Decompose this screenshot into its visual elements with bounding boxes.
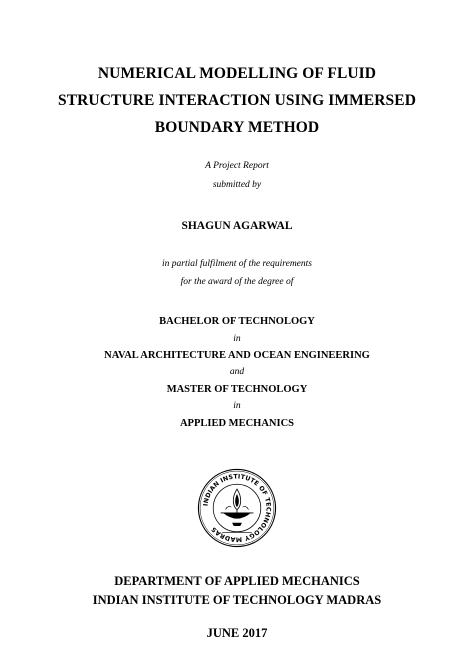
title-line-1: NUMERICAL MODELLING OF FLUID: [97, 65, 377, 82]
degree-2-in: in: [233, 401, 241, 411]
degree-and: and: [229, 367, 245, 377]
iit-madras-seal-logo: [196, 467, 278, 549]
institute: INDIAN INSTITUTE OF TECHNOLOGY MADRAS: [92, 593, 382, 607]
report-type: A Project Report: [205, 161, 269, 171]
field-1: NAVAL ARCHITECTURE AND OCEAN ENGINEERING: [104, 350, 370, 361]
submission-date: JUNE 2017: [206, 626, 268, 640]
author-name: SHAGUN AGARWAL: [181, 220, 293, 232]
fulfilment-line-2: for the award of the degree of: [180, 277, 294, 287]
fulfilment-line-1: in partial fulfilment of the requirements: [162, 259, 312, 269]
degree-1-in: in: [233, 334, 241, 344]
field-2: APPLIED MECHANICS: [179, 418, 295, 429]
seal-ring-text: INDIAN INSTITUTE OF TECHNOLOGY MADRAS: [202, 473, 272, 543]
degree-2: MASTER OF TECHNOLOGY: [166, 384, 308, 395]
department: DEPARTMENT OF APPLIED MECHANICS: [114, 574, 360, 588]
degree-1: BACHELOR OF TECHNOLOGY: [159, 316, 315, 327]
submitted-by: submitted by: [212, 180, 262, 190]
title-line-2: STRUCTURE INTERACTION USING IMMERSED: [57, 92, 416, 109]
title-line-3: BOUNDARY METHOD: [154, 119, 320, 136]
